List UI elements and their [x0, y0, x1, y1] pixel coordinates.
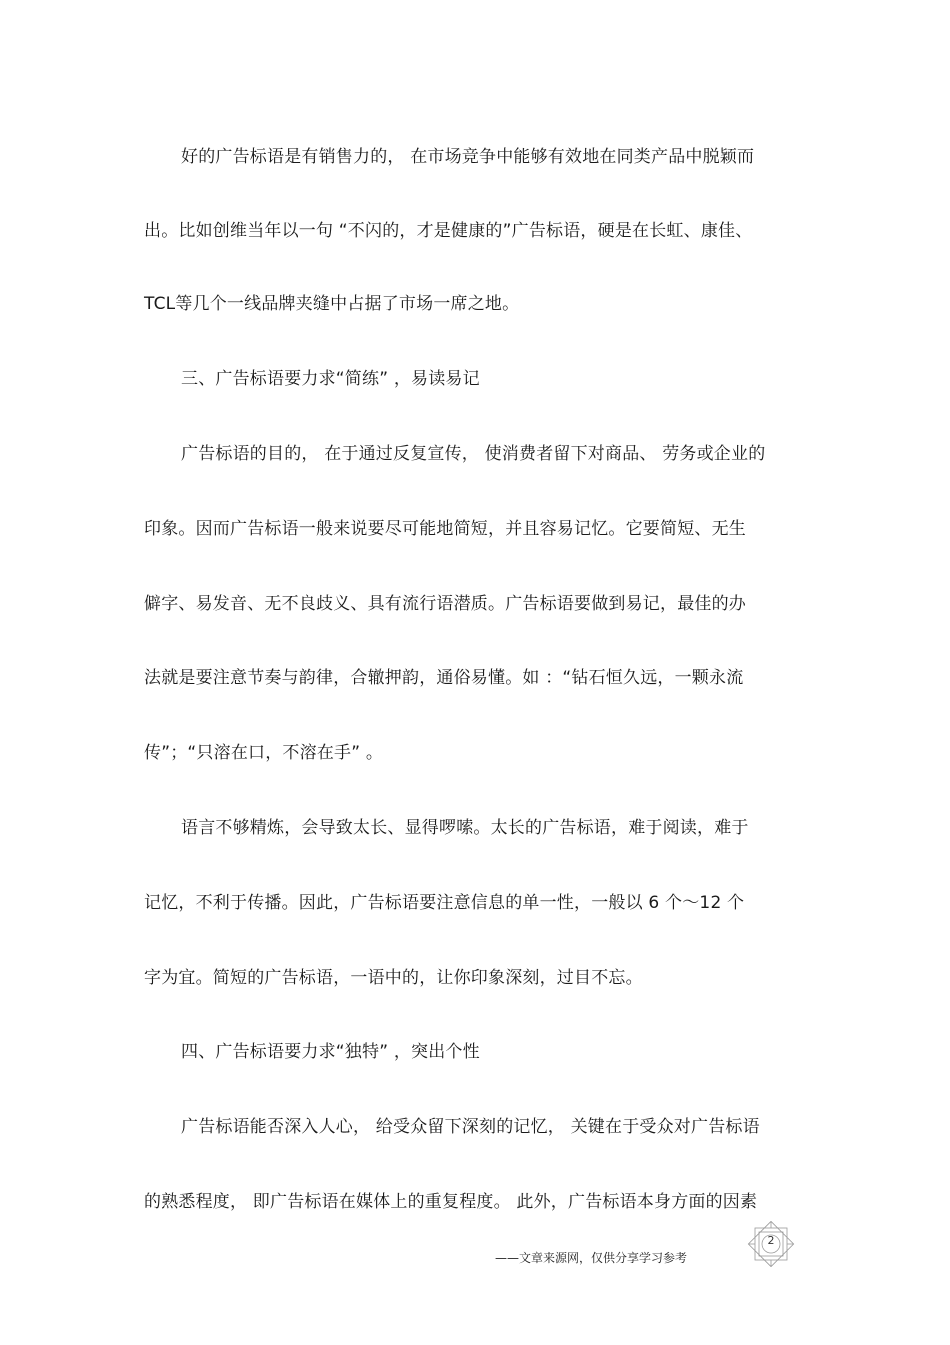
paragraph-4-line-3: 字为宜。简短的广告标语，一语中的，让你印象深刻，过目不忘。	[144, 968, 643, 988]
section-heading-4: 四、广告标语要力求“独特” ，突出个性	[181, 1042, 480, 1062]
footer-source-note: ——文章来源网，仅供分享学习参考	[495, 1251, 688, 1265]
paragraph-1-line-2: 出。比如创维当年以一句 “不闪的，才是健康的”广告标语，硬是在长虹、康佳、	[144, 221, 753, 241]
paragraph-6-line-1: 广告标语能否深入人心， 给受众留下深刻的记忆， 关键在于受众对广告标语	[181, 1117, 760, 1137]
paragraph-3-line-3: 僻字、易发音、无不良歧义、具有流行语潜质。广告标语要做到易记，最佳的办	[144, 594, 746, 614]
paragraph-3-line-2: 印象。因而广告标语一般来说要尽可能地简短，并且容易记忆。它要简短、无生	[144, 519, 746, 539]
page-number: 2	[767, 1234, 775, 1247]
paragraph-3-line-1: 广告标语的目的， 在于通过反复宣传， 使消费者留下对商品、 劳务或企业的	[181, 444, 766, 464]
paragraph-6-line-2: 的熟悉程度， 即广告标语在媒体上的重复程度。 此外，广告标语本身方面的因素	[144, 1192, 758, 1212]
paragraph-3-line-5: 传”；“只溶在口，不溶在手” 。	[144, 743, 384, 763]
section-heading-3: 三、广告标语要力求“简练” ，易读易记	[181, 369, 480, 389]
paragraph-4-line-2: 记忆，不利于传播。因此，广告标语要注意信息的单一性，一般以 6 个～12 个	[144, 893, 745, 913]
paragraph-1-line-3: TCL等几个一线品牌夹缝中占据了市场一席之地。	[144, 294, 520, 314]
paragraph-1-line-1: 好的广告标语是有销售力的， 在市场竞争中能够有效地在同类产品中脱颖而	[181, 147, 755, 167]
page-number-badge	[746, 1221, 796, 1267]
paragraph-4-line-1: 语言不够精炼，会导致太长、显得啰嗦。太长的广告标语，难于阅读，难于	[181, 818, 749, 838]
paragraph-3-line-4: 法就是要注意节奏与韵律，合辙押韵，通俗易懂。如 ：“钻石恒久远，一颗永流	[144, 668, 744, 688]
